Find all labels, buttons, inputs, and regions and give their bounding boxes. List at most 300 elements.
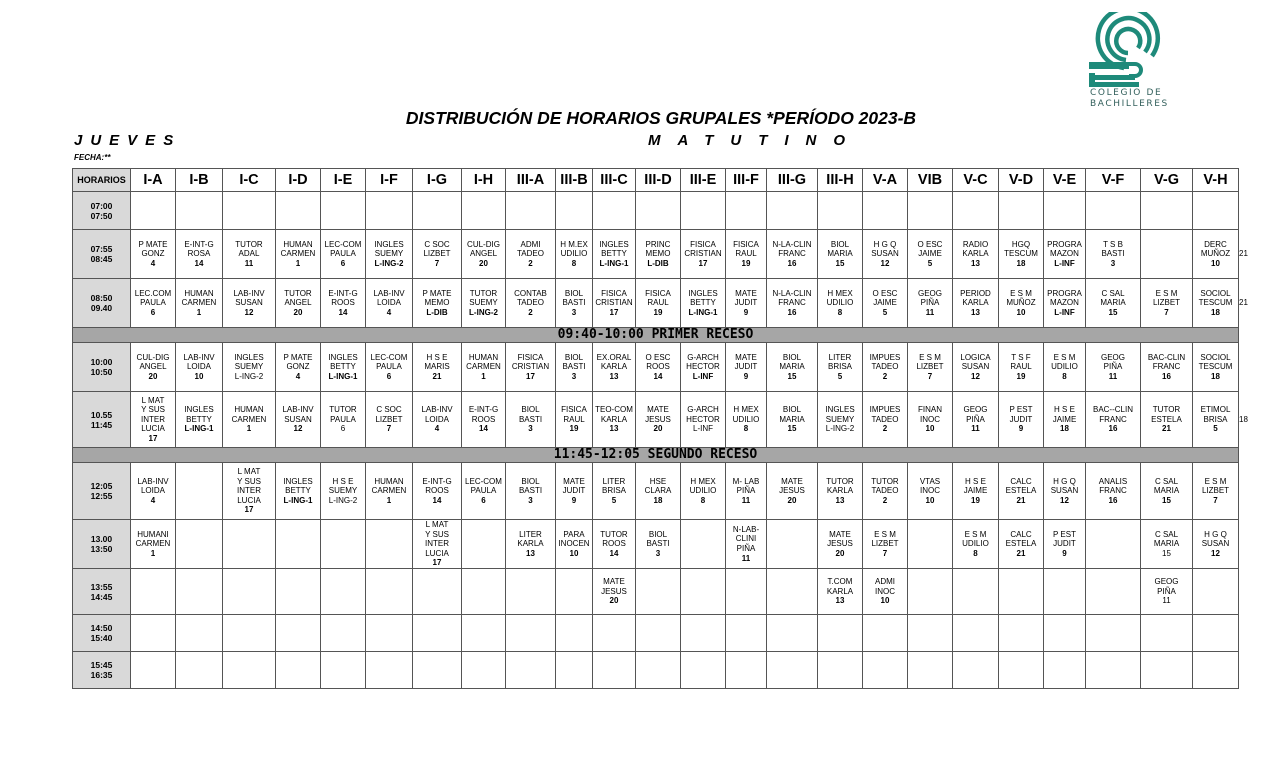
group-header: I-B — [176, 169, 223, 192]
room-number: 11 — [1108, 371, 1118, 381]
room-number: 10 — [1211, 258, 1220, 268]
empty-cell — [321, 569, 366, 615]
side-note: 21 — [1239, 249, 1248, 258]
class-cell — [726, 230, 767, 279]
class-cell — [953, 230, 999, 279]
empty-cell — [556, 652, 593, 689]
room-number: 13 — [609, 371, 619, 381]
empty-cell — [681, 615, 726, 652]
group-header: III-E — [681, 169, 726, 192]
empty-cell — [1044, 569, 1086, 615]
class-cell — [366, 343, 413, 392]
class-text: Y SUS — [141, 405, 165, 415]
class-text: E S M — [1010, 288, 1032, 298]
class-cell — [953, 520, 999, 569]
empty-cell — [1141, 615, 1193, 652]
class-cell — [767, 392, 818, 448]
room-number: 21 — [1016, 548, 1026, 558]
class-cell — [818, 343, 863, 392]
class-cell — [1193, 230, 1239, 279]
class-cell — [767, 279, 818, 328]
class-cell — [321, 392, 366, 448]
class-text: T S B — [1103, 239, 1123, 249]
class-text: LUCIA — [237, 495, 261, 505]
class-cell — [413, 463, 462, 520]
room-number: 20 — [835, 548, 845, 558]
class-text: ROOS — [331, 298, 355, 308]
empty-cell — [413, 192, 462, 230]
class-text: ROOS — [471, 414, 496, 424]
class-cell — [953, 279, 999, 328]
class-text: KARLA — [826, 486, 854, 496]
class-cell — [863, 463, 908, 520]
class-cell — [366, 230, 413, 279]
class-text: E S M — [1053, 352, 1076, 362]
class-text: P EST — [1053, 529, 1076, 539]
class-text: C SAL — [1154, 529, 1179, 539]
class-cell — [131, 392, 176, 448]
empty-cell — [863, 192, 908, 230]
empty-cell — [953, 615, 999, 652]
empty-cell — [131, 569, 176, 615]
class-text: BASTI — [518, 486, 543, 496]
empty-cell — [366, 569, 413, 615]
room-number: 3 — [528, 495, 533, 505]
class-text: LUCIA — [425, 548, 449, 558]
class-text: PIÑA — [920, 298, 940, 308]
room-number: 1 — [150, 548, 156, 558]
class-cell — [818, 230, 863, 279]
class-cell — [556, 230, 593, 279]
empty-cell — [999, 569, 1044, 615]
empty-cell — [1193, 652, 1239, 689]
class-cell — [999, 343, 1044, 392]
class-text: GEOG — [1154, 577, 1179, 587]
class-text: E S M — [964, 529, 987, 539]
class-text: P MATE — [138, 239, 168, 249]
class-text: JUDIT — [734, 298, 758, 308]
class-text: N-LA-CLIN — [772, 288, 812, 298]
group-header: I-C — [223, 169, 276, 192]
class-cell — [223, 230, 276, 279]
class-text: HSE — [649, 476, 667, 486]
empty-cell — [593, 615, 636, 652]
room-number: 10 — [1016, 307, 1026, 317]
room-number: 3 — [1110, 258, 1116, 268]
class-text: CARMEN — [181, 298, 217, 308]
shift-label: MATUTINO — [648, 132, 863, 149]
class-text: H G Q — [873, 239, 897, 249]
empty-cell — [681, 652, 726, 689]
class-cell — [726, 392, 767, 448]
class-cell — [131, 279, 176, 328]
class-text: PROGRA — [1047, 239, 1082, 249]
class-cell — [818, 392, 863, 448]
class-text: FINAN — [918, 405, 942, 415]
recess-row — [73, 448, 1239, 463]
room-number: L-ING-2 — [234, 371, 264, 381]
class-text: O ESC — [917, 239, 943, 249]
class-text: JAIME — [1052, 414, 1077, 424]
class-text: RADIO — [962, 239, 989, 249]
room-number: 18 — [1211, 307, 1220, 317]
room-number: L-ING-1 — [184, 424, 214, 434]
class-cell — [953, 392, 999, 448]
class-cell — [636, 520, 681, 569]
class-cell — [726, 279, 767, 328]
class-text: PROGRA — [1047, 288, 1082, 298]
class-text: C SOC — [424, 239, 450, 249]
class-text: LEC-COM — [324, 239, 362, 249]
class-text: MATE — [735, 352, 757, 362]
recess-label: 11:45-12:05 SEGUNDO RECESO — [73, 448, 1239, 463]
class-cell — [593, 343, 636, 392]
class-text: KARLA — [962, 298, 989, 308]
class-text: ADMI — [520, 239, 541, 249]
class-text: RAUL — [735, 249, 757, 259]
empty-cell — [556, 615, 593, 652]
room-number: 19 — [569, 424, 579, 434]
class-text: CALC — [1010, 529, 1032, 539]
class-cell — [276, 230, 321, 279]
class-cell — [1193, 520, 1239, 569]
room-number: 6 — [386, 371, 392, 381]
empty-cell — [1193, 615, 1239, 652]
empty-cell — [953, 652, 999, 689]
class-text: MATE — [563, 476, 585, 486]
empty-cell — [1141, 230, 1193, 279]
class-text: SUEMY — [234, 362, 264, 372]
schedule-row — [73, 569, 1239, 615]
class-text: DERC — [1204, 239, 1227, 249]
class-cell — [818, 463, 863, 520]
class-text: TUTOR — [600, 529, 628, 539]
room-number: 4 — [386, 307, 392, 317]
room-number: 12 — [244, 307, 254, 317]
class-text: L MAT — [425, 520, 449, 530]
class-cell — [726, 343, 767, 392]
class-text: MEMO — [424, 298, 450, 308]
class-text: SUSAN — [961, 362, 990, 372]
time-value: 10:00 — [90, 357, 113, 367]
schedule-row — [73, 520, 1239, 569]
time-value: 13:50 — [90, 544, 113, 554]
time-value: 10:50 — [90, 367, 113, 377]
group-header: III-H — [818, 169, 863, 192]
room-number: 6 — [150, 307, 156, 317]
room-number: 6 — [481, 495, 486, 505]
class-text: INGLES — [184, 405, 214, 415]
class-cell — [767, 343, 818, 392]
group-header: V-E — [1044, 169, 1086, 192]
room-number: 4 — [295, 371, 301, 381]
class-cell — [1044, 392, 1086, 448]
class-text: INGLES — [283, 476, 313, 486]
class-text: E S M — [1155, 288, 1178, 298]
class-text: UDILIO — [732, 414, 760, 424]
class-text: RAUL — [647, 298, 669, 308]
empty-cell — [726, 569, 767, 615]
room-number: 5 — [611, 495, 617, 505]
room-number: 20 — [609, 596, 619, 606]
group-header: I-D — [276, 169, 321, 192]
class-text: UDILIO — [826, 298, 854, 308]
room-number: 13 — [609, 424, 619, 434]
class-text: MARIA — [1153, 486, 1180, 496]
class-text: FISICA — [733, 239, 759, 249]
empty-cell — [818, 652, 863, 689]
empty-cell — [636, 615, 681, 652]
class-cell — [131, 463, 176, 520]
class-text: CRISTIAN — [511, 362, 550, 372]
empty-cell — [1044, 192, 1086, 230]
room-number: 4 — [150, 495, 156, 505]
class-text: BRISA — [827, 362, 852, 372]
class-text: TESCUM — [1198, 362, 1233, 372]
room-number: 14 — [194, 258, 204, 268]
group-header: I-H — [462, 169, 506, 192]
class-text: SUEMY — [328, 486, 358, 496]
room-number: 14 — [338, 307, 348, 317]
class-text: INTER — [425, 539, 449, 549]
class-cell — [636, 392, 681, 448]
class-text: O ESC — [872, 288, 898, 298]
room-number: 10 — [194, 371, 204, 381]
class-cell — [593, 392, 636, 448]
class-text: PAULA — [376, 362, 402, 372]
empty-cell — [131, 652, 176, 689]
class-text: CARMEN — [466, 362, 501, 372]
class-text: INGLES — [599, 239, 629, 249]
room-number: 20 — [479, 258, 488, 268]
room-number: 2 — [882, 371, 888, 381]
empty-cell — [767, 520, 818, 569]
room-number: 21 — [432, 371, 442, 381]
empty-cell — [276, 615, 321, 652]
class-text: M- LAB — [732, 476, 760, 486]
class-cell — [1141, 343, 1193, 392]
class-text: LAB-INV — [233, 288, 265, 298]
room-number: 12 — [293, 424, 303, 434]
room-number: 15 — [1162, 495, 1171, 505]
time-value: 10.55 — [90, 409, 113, 420]
class-cell — [863, 392, 908, 448]
time-value: 15:40 — [90, 633, 113, 643]
class-text: C SAL — [1154, 476, 1179, 486]
room-number: 9 — [1018, 424, 1024, 434]
class-text: UDILIO — [962, 539, 989, 549]
room-number: 19 — [971, 495, 980, 505]
class-cell — [636, 230, 681, 279]
room-number: L-DIB — [647, 258, 669, 268]
class-cell — [1044, 279, 1086, 328]
class-text: INGLES — [825, 405, 855, 415]
class-text: KARLA — [517, 539, 544, 549]
class-text: SOCIOL — [1200, 352, 1231, 362]
empty-cell — [908, 520, 953, 569]
class-text: TUTOR — [1152, 405, 1181, 415]
class-text: PAULA — [330, 414, 356, 424]
room-number: 12 — [971, 371, 980, 381]
room-number: 3 — [528, 424, 533, 434]
time-cell — [73, 569, 131, 615]
room-number: 14 — [432, 495, 442, 505]
class-text: CRISTIAN — [684, 249, 722, 259]
class-text: MARIA — [1153, 539, 1180, 549]
room-number: 2 — [528, 258, 533, 268]
empty-cell — [276, 520, 321, 569]
class-text: O ESC — [645, 352, 671, 362]
time-cell — [73, 192, 131, 230]
class-text: ESTELA — [1005, 539, 1037, 549]
empty-cell — [276, 192, 321, 230]
empty-cell — [1044, 615, 1086, 652]
class-text: JUDIT — [1053, 539, 1076, 549]
class-cell — [593, 463, 636, 520]
class-text: TADEO — [517, 249, 544, 259]
room-number: L-DIB — [426, 307, 448, 317]
class-text: INOC — [920, 486, 940, 496]
room-number: 14 — [653, 371, 663, 381]
class-text: LAB-INV — [373, 288, 405, 298]
class-text: BETTY — [601, 249, 627, 259]
class-text: IMPUES — [869, 405, 901, 415]
class-text: TUTOR — [329, 405, 357, 415]
class-cell — [131, 230, 176, 279]
empty-cell — [953, 569, 999, 615]
room-number: 3 — [655, 548, 661, 558]
class-text: H S E — [1054, 405, 1075, 415]
class-text: BETTY — [186, 414, 212, 424]
class-text: LEC-COM — [465, 476, 502, 486]
class-text: CUL-DIG — [467, 239, 500, 249]
class-text: JUDIT — [734, 362, 758, 372]
room-number: 9 — [571, 495, 577, 505]
class-text: N-LAB- — [732, 524, 760, 534]
class-text: TEO-COM — [595, 405, 633, 415]
class-text: H MEX — [827, 288, 853, 298]
room-number: 8 — [973, 548, 978, 558]
class-text: C SOC — [376, 405, 402, 415]
room-number: L-INF — [1054, 307, 1075, 317]
class-text: BETTY — [330, 362, 356, 372]
group-header: V-F — [1086, 169, 1141, 192]
class-text: FRANC — [1099, 486, 1127, 496]
room-number: 16 — [1108, 424, 1118, 434]
group-header: V-C — [953, 169, 999, 192]
group-header: III-G — [767, 169, 818, 192]
class-text: TADEO — [871, 414, 899, 424]
empty-cell — [681, 569, 726, 615]
class-text: BETTY — [285, 486, 311, 496]
room-number: 13 — [971, 258, 980, 268]
room-number: 17 — [148, 433, 158, 443]
empty-cell — [1086, 615, 1141, 652]
room-number: L-ING-2 — [328, 495, 358, 505]
class-cell — [1044, 463, 1086, 520]
empty-cell — [953, 192, 999, 230]
class-cell — [1141, 463, 1193, 520]
class-text: ANGEL — [284, 298, 312, 308]
class-cell — [506, 392, 556, 448]
class-text: PIÑA — [1157, 586, 1176, 596]
class-text: Y SUS — [425, 529, 449, 539]
room-number: 17 — [244, 505, 254, 515]
class-text: CALC — [1010, 476, 1032, 486]
class-text: E S M — [874, 529, 896, 539]
class-cell — [506, 279, 556, 328]
empty-cell — [908, 569, 953, 615]
empty-cell — [999, 192, 1044, 230]
class-text: P MATE — [283, 352, 313, 362]
group-header: III-D — [636, 169, 681, 192]
empty-cell — [131, 615, 176, 652]
class-text: LOIDA — [140, 486, 165, 496]
room-number: 8 — [700, 495, 706, 505]
class-cell — [818, 569, 863, 615]
class-text: ROOS — [602, 539, 626, 549]
class-cell — [462, 392, 506, 448]
time-value: 09.40 — [90, 303, 113, 313]
room-number: 15 — [787, 424, 797, 434]
class-cell — [681, 230, 726, 279]
class-cell — [999, 463, 1044, 520]
class-text: SUSAN — [284, 414, 312, 424]
class-text: GEOG — [1100, 352, 1125, 362]
class-cell — [462, 463, 506, 520]
empty-cell — [681, 520, 726, 569]
class-text: MEMO — [645, 249, 671, 259]
class-text: BIOL — [564, 352, 584, 362]
room-number: 9 — [743, 371, 749, 381]
room-number: 5 — [927, 258, 933, 268]
class-text: BIOL — [830, 239, 850, 249]
room-number: L-ING-2 — [825, 424, 855, 434]
class-cell — [462, 279, 506, 328]
schedule-row — [73, 279, 1239, 328]
class-cell — [636, 463, 681, 520]
empty-cell — [462, 192, 506, 230]
class-cell — [506, 343, 556, 392]
class-text: H G Q — [1204, 529, 1227, 539]
room-number: 17 — [432, 558, 442, 568]
time-value: 12:55 — [90, 491, 113, 501]
class-text: P MATE — [422, 288, 452, 298]
empty-cell — [1141, 652, 1193, 689]
class-text: JUDIT — [562, 486, 586, 496]
class-text: L MAT — [237, 467, 261, 477]
empty-cell — [413, 652, 462, 689]
time-value: 07:00 — [90, 200, 113, 211]
empty-cell — [413, 615, 462, 652]
class-text: SUEMY — [825, 414, 855, 424]
empty-cell — [462, 652, 506, 689]
class-text: CARMEN — [231, 414, 267, 424]
class-text: LITER — [519, 529, 542, 539]
room-number: 6 — [340, 424, 346, 434]
class-text: JESUS — [645, 414, 671, 424]
room-number: 20 — [653, 424, 663, 434]
class-text: INTER — [237, 486, 261, 496]
class-text: JESUS — [779, 486, 805, 496]
room-number: 11 — [741, 553, 751, 563]
room-number: 6 — [340, 258, 346, 268]
empty-cell — [908, 652, 953, 689]
room-number: 18 — [653, 495, 663, 505]
empty-cell — [321, 652, 366, 689]
empty-cell — [176, 520, 223, 569]
class-cell — [223, 463, 276, 520]
